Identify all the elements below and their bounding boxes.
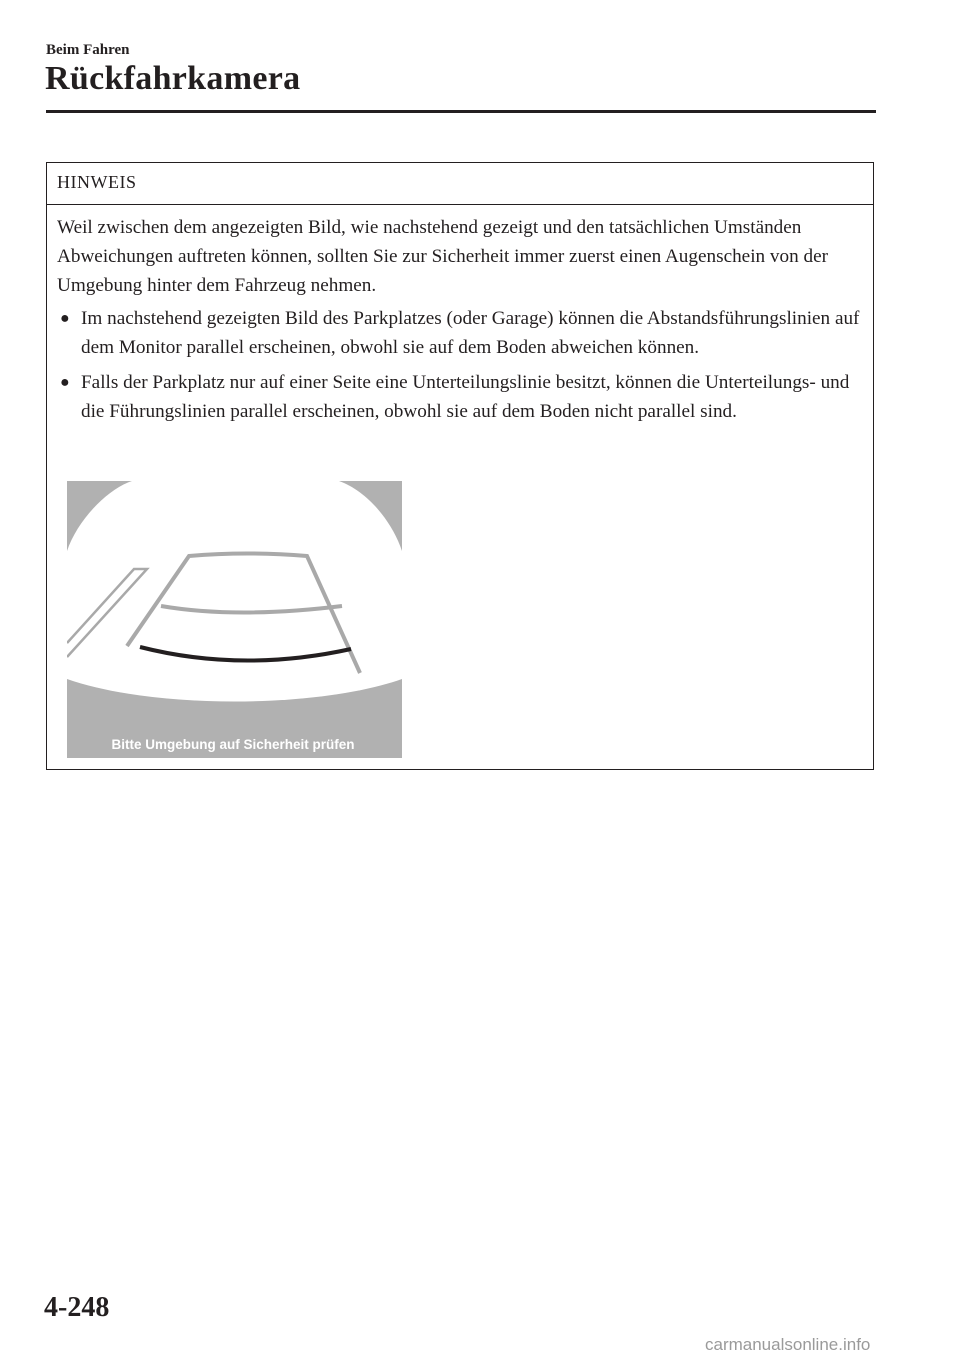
- rear-camera-image: [67, 481, 402, 758]
- note-heading: HINWEIS: [47, 163, 873, 205]
- bullet-item: [57, 304, 863, 362]
- bullet-text: Falls der Parkplatz nur auf einer Seite eine Unterteilungslinie besitzt, können die Unterteilungs- und die Führungslinien parallel erscheinen, obwohl sie auf dem Boden nicht parallel sind.: [81, 372, 850, 422]
- monitor-screen: [67, 481, 402, 702]
- bullet-dot-icon: ●: [60, 374, 70, 391]
- note-paragraph: Weil zwischen dem angezeigten Bild, wie nachstehend gezeigt und den tatsächlichen Umständen Abweichungen auftreten können, sollten Sie zur Sicherheit immer zuerst einen Augenschein von der Umgebung hinter dem Fahrzeug nehmen.: [57, 217, 828, 296]
- page-number: 4-248: [44, 1292, 110, 1323]
- note-box: [46, 162, 874, 770]
- camera-caption: Bitte Umgebung auf Sicherheit prüfen: [111, 737, 355, 752]
- title-rule: [46, 110, 876, 113]
- bullet-text: Im nachstehend gezeigten Bild des Parkplatzes (oder Garage) können die Abstandsführungslinien auf dem Monitor parallel erscheinen, obwohl sie auf dem Boden abweichen können.: [81, 308, 860, 358]
- page-title: Rückfahrkamera: [45, 60, 301, 97]
- bullet-dot-icon: ●: [60, 310, 70, 327]
- watermark: carmanualsonline.info: [705, 1335, 871, 1354]
- note-body: [47, 205, 873, 426]
- section-label: Beim Fahren: [46, 42, 130, 58]
- bullet-list: [57, 304, 863, 426]
- bullet-item: [57, 368, 863, 426]
